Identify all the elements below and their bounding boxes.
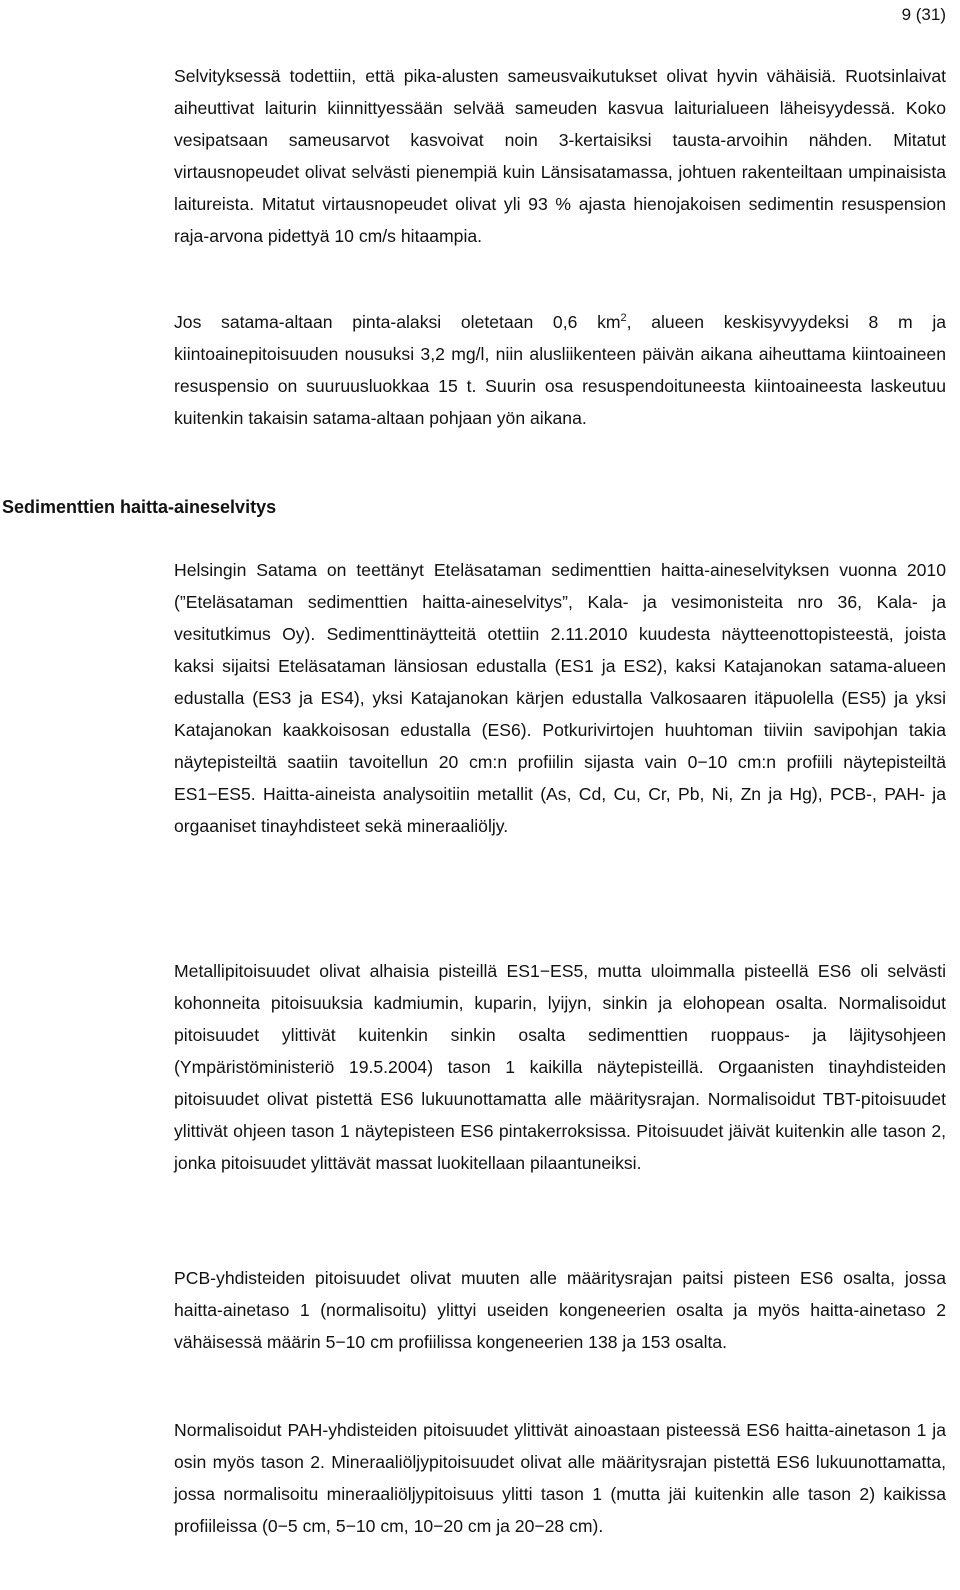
paragraph-6-block: [174, 1414, 946, 1542]
paragraph-2-text-start: Jos satama-altaan pinta-alaksi oletetaan 0,6 km: [174, 312, 621, 332]
section-heading: Sedimenttien haitta-aineselvitys: [2, 497, 277, 517]
paragraph-1-block: [174, 60, 946, 252]
paragraph-4: Metallipitoisuudet olivat alhaisia pisteillä ES1−ES5, mutta uloimmalla pisteellä ES6 oli selvästi kohonneita pitoisuuksia kadmiumin, kuparin, lyijyn, sinkin ja elohopean osalta. Normalisoidut pitoisuudet ylittivät kuitenkin sinkin osalta sedimenttien ruoppaus- ja läjitysohjeen (Ympäristöministeriö 19.5.2004) tason 1 kaikilla näytepisteillä. Orgaanisten tinayhdisteiden pitoisuudet olivat pistettä ES6 lukuunottamatta alle määritysrajan. Normalisoidut TBT-pitoisuudet ylittivät ohjeen tason 1 näytepisteen ES6 pintakerroksissa. Pitoisuudet jäivät kuitenkin alle tason 2, jonka pitoisuudet ylittävät massat luokitellaan pilaantuneiksi.: [174, 961, 946, 1173]
paragraph-5: PCB-yhdisteiden pitoisuudet olivat muuten alle määritysrajan paitsi pisteen ES6 osalta, jossa haitta-ainetaso 1 (normalisoitu) ylittyi useiden kongeneerien osalta ja myös haitta-ainetaso 2 vähäisessä määrin 5−10 cm profiilissa kongeneerien 138 ja 153 osalta.: [174, 1268, 946, 1352]
page-number: 9 (31): [901, 5, 946, 24]
paragraph-5-block: [174, 1262, 946, 1358]
paragraph-6: Normalisoidut PAH-yhdisteiden pitoisuudet ylittivät ainoastaan pisteessä ES6 haitta-ainetason 1 ja osin myös tason 2. Mineraaliöljypitoisuudet olivat alle määritysrajan pistettä ES6 lukuunottamatta, jossa normalisoitu mineraaliöljypitoisuus ylitti tason 1 (mutta jäi kuitenkin alle tason 2) kaikissa profiileissa (0−5 cm, 5−10 cm, 10−20 cm ja 20−28 cm).: [174, 1420, 946, 1536]
paragraph-3-block: [174, 554, 946, 842]
superscript-2: 2: [620, 312, 627, 325]
paragraph-1: Selvityksessä todettiin, että pika-alusten sameusvaikutukset olivat hyvin vähäisiä. Ruotsinlaivat aiheuttivat laiturin kiinnittyessään selvää sameuden kasvua laiturialueen läheisyydessä. Koko vesipatsaan sameusarvot kasvoivat noin 3-kertaisiksi tausta-arvoihin nähden. Mitatut virtausnopeudet olivat selvästi pienempiä kuin Länsisatamassa, johtuen rakenteiltaan umpinaisista laitureista. Mitatut virtausnopeudet olivat yli 93 % ajasta hienojakoisen sedimentin resuspension raja-arvona pidettyä 10 cm/s hitaampia.: [174, 66, 946, 246]
paragraph-2-block: [174, 306, 946, 434]
paragraph-2: [174, 306, 946, 434]
paragraph-2-text-end: , alueen keskisyvyydeksi 8 m ja kiintoainepitoisuuden nousuksi 3,2 mg/l, niin alusliikenteen päivän aikana aiheuttama kiintoaineen resuspensio on suuruusluokkaa 15 t. Suurin osa resuspendoituneesta kiintoaineesta laskeutuu kuitenkin takaisin satama-altaan pohjaan yön aikana.: [174, 312, 947, 428]
paragraph-3: Helsingin Satama on teettänyt Eteläsataman sedimenttien haitta-aineselvityksen vuonna 2010 (”Eteläsataman sedimenttien haitta-aineselvitys”, Kala- ja vesimonisteita nro 36, Kala- ja vesitutkimus Oy). Sedimenttinäytteitä otettiin 2.11.2010 kuudesta näytteenottopisteestä, joista kaksi sijaitsi Eteläsataman länsiosan edustalla (ES1 ja ES2), kaksi Katajanokan satama-alueen edustalla (ES3 ja ES4), yksi Katajanokan kärjen edustalla Valkosaaren itäpuolella (ES5) ja yksi Katajanokan kaakkoisosan edustalla (ES6). Potkurivirtojen huuhtoman tiiviin savipohjan takia näytepisteiltä saatiin tavoitellun 20 cm:n profiilin sijasta vain 0−10 cm:n profiili näytepisteiltä ES1−ES5. Haitta-aineista analysoitiin metallit (As, Cd, Cu, Cr, Pb, Ni, Zn ja Hg), PCB-, PAH- ja orgaaniset tinayhdisteet sekä mineraaliöljy.: [174, 560, 946, 836]
paragraph-4-block: [174, 955, 946, 1179]
